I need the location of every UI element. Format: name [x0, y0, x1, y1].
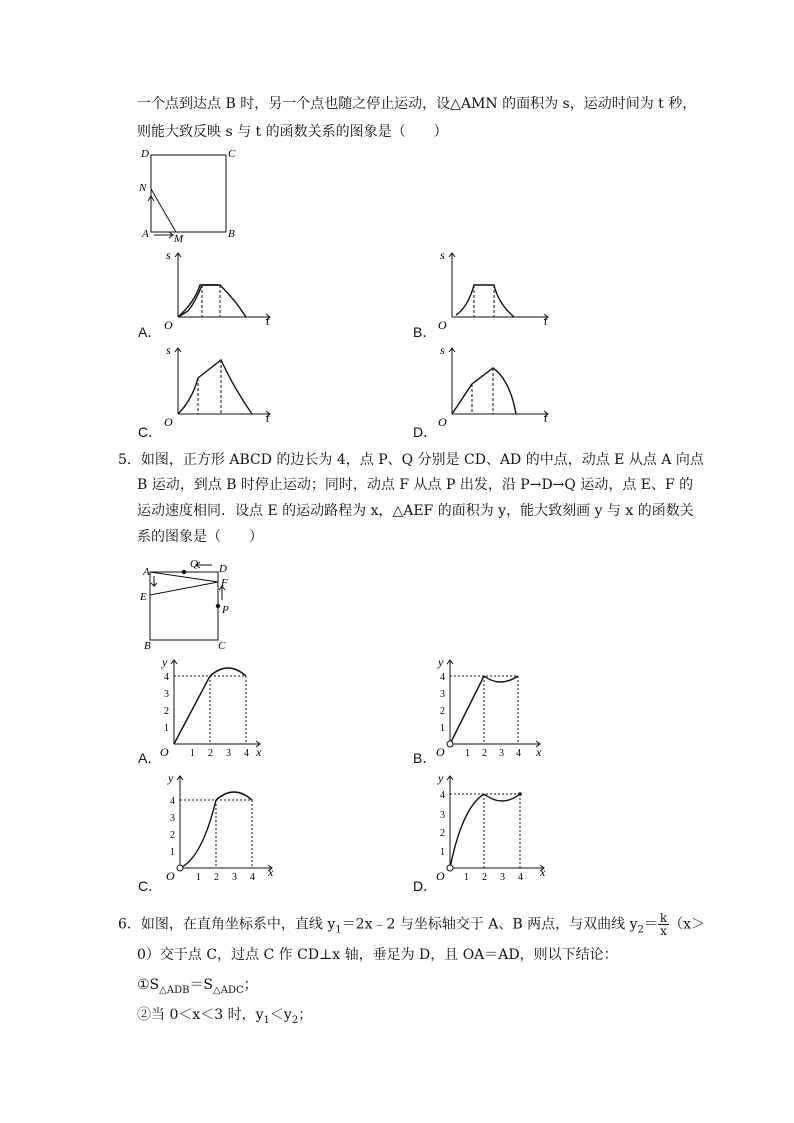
svg-text:x: x	[540, 865, 546, 879]
svg-text:y: y	[438, 771, 444, 785]
q5-text-line-2: B 运动，到点 B 时停止运动；同时，动点 F 从点 P 出发，沿 P→D→Q 运动，点 E、F 的	[137, 477, 694, 493]
q5-option-b-label: B．	[413, 750, 437, 766]
svg-text:t: t	[266, 411, 270, 425]
label-A: A	[142, 228, 149, 240]
svg-text:3: 3	[226, 748, 231, 759]
label-B: B	[228, 228, 235, 240]
k-over-x-fraction: $\frac{k}{x}$	[659, 911, 668, 938]
svg-text:2: 2	[164, 706, 169, 717]
label-M: M	[174, 233, 184, 245]
svg-text:B: B	[144, 640, 151, 652]
q4-graph-d	[432, 340, 552, 432]
svg-text:D: D	[219, 563, 227, 575]
q4-graph-c	[158, 340, 278, 432]
q5-graph-b	[432, 652, 547, 764]
svg-text:1: 1	[440, 847, 445, 858]
svg-text:4: 4	[440, 672, 445, 683]
svg-text:3: 3	[440, 689, 445, 700]
label-N: N	[139, 182, 147, 194]
q6-text-line-4: ②当 0＜x＜3 时，$y_1<y_2$；	[137, 1007, 313, 1026]
svg-text:E: E	[140, 591, 147, 603]
svg-text:2: 2	[214, 872, 219, 883]
q4-option-d-label: D．	[413, 424, 438, 440]
svg-text:2: 2	[482, 748, 487, 759]
svg-text:O: O	[436, 745, 445, 759]
q4-option-b-label: B．	[413, 324, 437, 340]
q5-text-line-1: 5．如图，正方形 ABCD 的边长为 4，点 P、Q 分别是 CD、AD 的中点，动点 E 从点 A 向点	[118, 452, 704, 468]
svg-text:3: 3	[500, 872, 505, 883]
svg-text:O: O	[436, 869, 445, 883]
q4-graph-b	[432, 245, 552, 335]
svg-text:1: 1	[164, 723, 169, 734]
q5-square-figure	[138, 555, 238, 653]
svg-text:O: O	[160, 745, 169, 759]
q5-graph-c	[158, 768, 278, 886]
svg-text:4: 4	[518, 872, 523, 883]
svg-text:C: C	[218, 640, 226, 652]
svg-text:3: 3	[164, 689, 169, 700]
q4-graph-a	[158, 245, 278, 335]
q4-text-line-2: 则能大致反映 s 与 t 的函数关系的图象是（ ）	[137, 124, 448, 140]
q6-text-line-3: $①S_{\triangle ADB}=S_{\triangle ADC}$；	[137, 977, 258, 996]
label-D: D	[141, 148, 149, 160]
svg-text:s: s	[440, 343, 445, 357]
q5-option-d-label: D．	[413, 878, 438, 894]
svg-text:4: 4	[164, 672, 169, 683]
svg-text:2: 2	[440, 828, 445, 839]
q4-option-c-label: C．	[138, 424, 163, 440]
svg-text:3: 3	[440, 810, 445, 821]
q5-graph-d	[432, 768, 550, 886]
svg-text:x: x	[256, 745, 262, 759]
svg-text:s: s	[440, 248, 445, 262]
svg-text:4: 4	[516, 748, 521, 759]
svg-text:2: 2	[440, 706, 445, 717]
svg-text:x: x	[536, 745, 542, 759]
label-C: C	[228, 148, 236, 160]
svg-text:y: y	[162, 655, 168, 669]
svg-text:1: 1	[464, 872, 469, 883]
svg-text:x: x	[268, 865, 274, 879]
svg-text:A: A	[143, 566, 150, 578]
svg-text:4: 4	[440, 790, 445, 801]
svg-text:O: O	[438, 415, 447, 429]
svg-text:t: t	[266, 314, 270, 328]
svg-text:3: 3	[232, 872, 237, 883]
svg-text:O: O	[166, 869, 175, 883]
q4-text-line-1: 一个点到达点 B 时，另一个点也随之停止运动，设△AMN 的面积为 s，运动时间为 t 秒，	[137, 96, 697, 112]
svg-text:2: 2	[482, 872, 487, 883]
svg-text:t: t	[544, 411, 548, 425]
svg-text:O: O	[164, 415, 173, 429]
svg-text:1: 1	[190, 748, 195, 759]
svg-text:y: y	[438, 655, 444, 669]
q4-square-figure	[132, 143, 242, 245]
svg-text:Q: Q	[190, 558, 198, 570]
svg-text:P: P	[222, 604, 229, 616]
q5-option-c-label: C．	[138, 878, 163, 894]
svg-text:4: 4	[250, 872, 255, 883]
svg-text:4: 4	[244, 748, 249, 759]
svg-text:O: O	[438, 318, 447, 332]
q5-text-line-3: 运动速度相同．设点 E 的运动路程为 x，△AEF 的面积为 y，能大致刻画 y 与 x 的函数关	[137, 503, 694, 519]
q4-option-a-label: A．	[138, 324, 162, 340]
q5-text-line-4: 系的图象是（ ）	[137, 529, 263, 545]
svg-text:y: y	[168, 771, 174, 785]
svg-text:s: s	[166, 248, 171, 262]
svg-text:1: 1	[170, 847, 175, 858]
svg-text:4: 4	[170, 796, 175, 807]
svg-text:2: 2	[208, 748, 213, 759]
svg-text:F: F	[221, 577, 228, 589]
svg-text:t: t	[544, 314, 548, 328]
svg-text:s: s	[166, 343, 171, 357]
q5-option-a-label: A．	[138, 750, 162, 766]
svg-text:1: 1	[465, 748, 470, 759]
svg-text:1: 1	[196, 872, 201, 883]
svg-text:2: 2	[170, 830, 175, 841]
svg-text:3: 3	[170, 813, 175, 824]
svg-text:O: O	[164, 318, 173, 332]
svg-text:3: 3	[499, 748, 504, 759]
q6-text-line-2: 0）交于点 C，过点 C 作 CD⊥x 轴，垂足为 D，且 OA＝AD，则以下结论：	[137, 947, 618, 963]
q6-text-line-1: 6．如图，在直角坐标系中，直线 $y_1=2x﹣2$ 与坐标轴交于 A、B 两点，与双曲线 $y_2=$ $\frac{k}{x}$ （x＞	[118, 911, 706, 938]
svg-text:1: 1	[440, 723, 445, 734]
q5-graph-a	[156, 652, 266, 764]
